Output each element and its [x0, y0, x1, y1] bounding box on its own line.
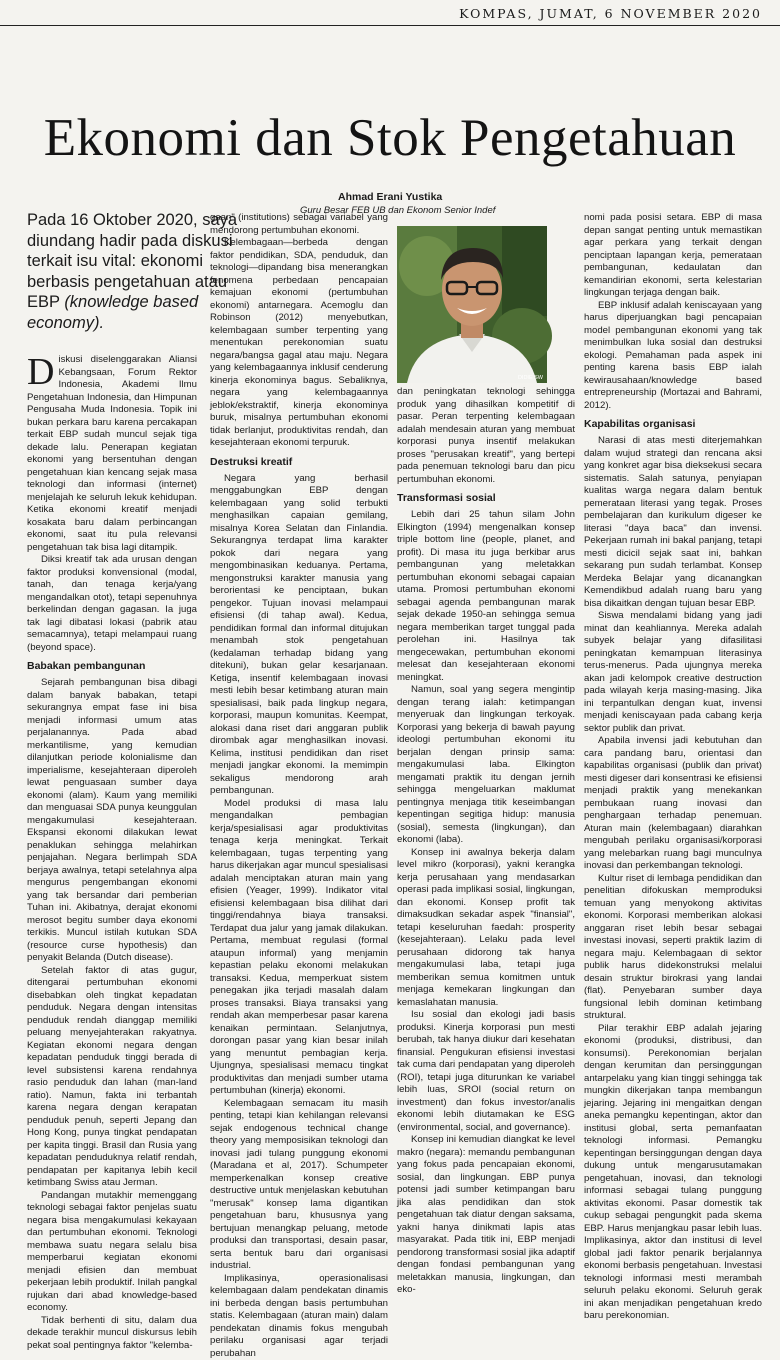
paragraph: Kelembagaan—berbeda dengan faktor pendidikan, SDA, penduduk, dan teknologi—dipandang bisa menerangkan fenomena perbedaan pencapaian kemajuan ekonomi (pertumbuhan ekonomi) antarnegara. Acemoglu dan Robinson (2012) menyebutkan, kelembagaan sumber terpenting yang menentukan perekonomian suatu negara/bangsa gagal atau maju. Negara yang kelembagaannya inklusif cenderung kinerja ekonominya bagus. Sebaliknya, negara yang kelembagaannya jeblok/ekstraktif, kinerja ekonominya buruk, misalnya pertumbuhan ekonomi tidak berlanjut, produktivitas rendah, dan kesejahteraan ekonomi terpuruk. — [210, 237, 388, 450]
lead-emphasis: (knowledge based economy). — [27, 293, 198, 332]
lead-text: Pada 16 Oktober 2020, saya diundang hadir pada diskusi terkait isu vital: ekonomi berbasis pengetahuan atau EBP — [27, 211, 237, 311]
section-heading: Destruksi kreatif — [210, 456, 388, 469]
article-column-3 — [397, 386, 575, 1200]
article-headline: Ekonomi dan Stok Pengetahuan — [0, 108, 780, 168]
paragraph: Isu sosial dan ekologi jadi basis produksi. Kinerja korporasi pun mesti berubah, tak hanya diukur dari kesehatan finansial. Pengukuran efisiensi investasi tak cuma dari pendapatan yang diperoleh (ROI), tetapi juga diturunkan ke variabel lebih luas, SROI (social return on investment) dan fokus investor/analis ekonomi lebih diutamakan ke ESG (environmental, social, and governance). — [397, 1009, 575, 1134]
author-name: Ahmad Erani Yustika — [300, 190, 770, 204]
paragraph: Sejarah pembangunan bisa dibagi dalam banyak babakan, tetapi sekurangnya empat fase ini bisa menjadi informasi umum atas perjalanannya. Pada abad merkantilisme, yang kemudian dilanjutkan periode kolonialisme dan imperialisme, kesejahteraan diperoleh lewat penguasaan sumber daya ekonomi (alam). Kaum yang memiliki dan menguasai SDA punya keunggulan mengakumulasi kesejahteraan. Ekspansi ekonomi dilakukan lewat penaklukan sehingga melahirkan penjajahan. Negara berlimpah SDA berjaya awalnya, tetapi setelahnya alpa mengurus pengembangan ekonomi yang tak bersandar dari pemberian Tuhan ini. Akibatnya, derajat ekonomi merosot begitu sumber daya ekonomi terkikis. Muncul istilah kutukan SDA (resource curse hypothesis) dan penyakit Belanda (Dutch disease). — [27, 677, 197, 965]
paragraph — [27, 354, 197, 554]
paragraph: Lebih dari 25 tahun silam John Elkington (1994) mengenalkan konsep triple bottom line (people, planet, and profit). Di masa itu juga berkibar arus pembangunan yang meletakkan pertumbuhan ekonomi sebagai capaian utama. Promosi pertumbuhan ekonomi sebagai agenda pembangunan marak sejak dekade 1950-an sehingga semua negara memberikan target tunggal pada perolehan ini. Hasilnya tak mengecewakan, pertumbuhan ekonomi melesat dan kesejahteraan ekonomi meningkat. — [397, 509, 575, 684]
paragraph: Setelah faktor di atas gugur, ditengarai pertumbuhan ekonomi disebabkan oleh tingkat kepadatan penduduk. Negara dengan intensitas penduduk rendah dianggap memiliki peluang menyejahterakan rakyatnya. Kegiatan ekonomi negara dengan kepadatan penduduk tinggi berada di level subsistensi karena rendahnya rasio penduduk dan lahan (man-land ratio). Namun, fakta ini terbantah karena negara dengan kerapatan penduduk penuh, seperti Jepang dan Hong Kong, punya tingkat pendapatan per kapita tinggi. Brasil dan Rusia yang kepadatan penduduknya relatif rendah, pendapatan per kapitanya lebih kecil ketimbang Swiss atau Jerman. — [27, 965, 197, 1190]
paragraph: Negara yang berhasil menggabungkan EBP dengan kelembagaan yang solid terbukti menghasilkan capaian gemilang, misalnya Korea Selatan dan Finlandia. Sekurangnya terdapat lima karakter pokok dari negara yang mengombinasikan keduanya. Pertama, mengonstruksi karakter manusia yang berorientasi ke penciptaan, bukan pengekor. Tujuan inovasi melampaui efisiensi (di tahap awal). Kedua, pendidikan formal dan informal ditujukan menambah stok pengetahuan (kedalaman terhadap bidang yang ditekuni), bukan gelar kesarjanaan. Ketiga, insentif kelembagaan inovasi mesti lebih besar ketimbang aturan main spesialisasi, baik pada lingkup negara, korporasi, maupun komunitas. Keempat, alokasi dana riset dari anggaran publik dirombak agar menghasilkan inovasi. Kelima, institusi pendidikan dan riset menjadi jangkar ekonomi. Ia memimpin sekaligus mendorong arah pembangunan. — [210, 473, 388, 798]
paragraph: Apabila invensi jadi kebutuhan dan cara pandang baru, orientasi dan kapabilitas organisasi (publik dan privat) mesti digeser dari konsentrasi ke efisiensi menjadi praktik yang menekankan pembukaan ruang inovasi dan penghargaan terhadap penemuan. Aturan main (kelembagaan) diarahkan mengubah perilaku organisasi/korporasi yang melebarkan ruang bagi munculnya inovasi dan perkembangan teknologi. — [584, 735, 762, 873]
section-heading: Babakan pembangunan — [27, 660, 197, 673]
article-column-1 — [27, 354, 197, 1200]
photo-credit: DIDIE SW — [518, 375, 543, 381]
section-heading: Transformasi sosial — [397, 492, 575, 505]
author-role: Guru Besar FEB UB dan Ekonom Senior Indef — [300, 204, 770, 218]
paragraph: Konsep ini kemudian diangkat ke level makro (negara): memandu pembangunan yang fokus pada pencapaian ekonomi, sosial, dan lingkungan. EBP punya potensi jadi sumber ketimpangan baru jika alas pendidikan dan stok pengetahuan tak diatur dengan saksama, yakni hanya dinikmati lapis atas masyarakat. Pada titik ini, EBP menjadi pendorong transformasi sosial jika adaptif dengan fondasi pembangunan yang meletakkan manusia, lingkungan, dan eko- — [397, 1134, 575, 1297]
paragraph: Kelembagaan semacam itu masih penting, tetapi kian kehilangan relevansi sejak endogenous technical change theory yang memposisikan teknologi dan inovasi jadi tulang punggung ekonomi (Maradana et al, 2017). Schumpeter memperkenalkan konsep creative destructive untuk menjelaskan kebutuhan "merusak" konsep lama digantikan pengetahuan baru, khususnya yang bertujuan menangkap peluang, metode produksi dan transportasi, desain pasar, serta bentuk baru dari organisasi industrial. — [210, 1098, 388, 1273]
paragraph: Narasi di atas mesti diterjemahkan dalam wujud strategi dan rencana aksi yang konkret agar bisa dieksekusi secara sistematis. Salah satunya, penyiapan kualitas warga negara dalam bentuk pemerataan literasi yang tegak. Proses pembelajaran dan kurikulum digeser ke literasi "daya baca" dan invensi. Pekerjaan rumah ini bakal panjang, tetapi mesti dicicil sejak saat ini, bahkan sekarang pun sudah terlambat. Konsep Merdeka Belajar yang dicanangkan Kemendikbud adalah ruang baru yang bisa dikaitkan dengan tujuan besar EBP. — [584, 435, 762, 610]
paragraph: EBP inklusif adalah keniscayaan yang harus diperjuangkan bagi pencapaian model pembangunan ekonomi yang tak menimbulkan luka sosial dan destruksi ekologi. Pemahaman pada aspek ini penting karena basis EBP ialah kewirausahaan/knowledge based entrepreneurship (Mortazai and Bahrami, 2012). — [584, 300, 762, 413]
paragraph: Pandangan mutakhir memenggang teknologi sebagai faktor penjelas suatu negara bisa mengakumulasi kekayaan dan pertumbuhan ekonomi. Teknologi membawa suatu negara selalu bisa memperbarui kegiatan ekonomi menjadi efisien dan membuat pekerjaan lebih produktif. Inilah pangkal rujukan dari abad knowledge-based economy. — [27, 1190, 197, 1315]
paragraph: dan peningkatan teknologi sehingga produk yang dihasilkan kompetitif di pasar. Peran terpenting kelembagaan adalah mendesain aturan yang membuat korporasi punya insentif melakukan proses "perusakan kreatif", yang bertepi pada penemuan teknologi baru dan picu pertumbuhan ekonomi. — [397, 386, 575, 486]
author-photo — [397, 226, 547, 383]
paragraph: Pilar terakhir EBP adalah jejaring ekonomi (produksi, distribusi, dan konsumsi). Perekonomian berjalan dengan kerumitan dan persinggungan antarpelaku yang kian tinggi sehingga tak mungkin dikerjakan tanpa membangun jejaring. Jejaring ini mengaitkan dengan aneka pemangku kepentingan, aktor dan institusi global, serta pemanfaatan teknologi informasi. Pemangku kepentingan bersinggungan dengan daya dukung untuk mengarusutamakan pengetahuan, inovasi, dan teknologi informasi sebagai tulang punggung aktivitas ekonomi. Pasar domestik tak cukup sebagai pengungkit pada skema EBP. Harus menjangkau pasar lebih luas. Implikasinya, aktor dan institusi di level global jadi faktor penarik berjalannya ekonomi berbasis pengetahuan. Investasi teknologi informasi mesti merambah seluruh pelaku ekonomi. Seluruh gerak ini akan menjadikan pengetahuan kredo baru perekonomian. — [584, 1023, 762, 1323]
paragraph: Kultur riset di lembaga pendidikan dan penelitian difokuskan memproduksi temuan yang menyokong aktivitas ekonomi. Korporasi memberikan alokasi anggaran riset lebih besar sebagai investasi inovasi, seperti praktik lazim di negara maju. Kelembagaan di sektor publik harus didekonstruksi melalui desain struktur birokrasi yang landai (flat). Penyebaran sumber daya fungsional lebih dominan ketimbang struktural. — [584, 873, 762, 1023]
paragraph: Tidak berhenti di situ, dalam dua dekade terakhir muncul diskursus lebih pekat soal pentingnya faktor "kelemba- — [27, 1315, 197, 1353]
article-column-4 — [584, 212, 762, 1200]
paragraph: Namun, soal yang segera mengintip dengan terang ialah: ketimpangan menyeruak dan lingkungan terkoyak. Korporasi yang bekerja di bawah payung ideologi pertumbuhan ekonomi itu berjalan dengan prinsip sama: mengakumulasi laba. Elkington mengamati praktik itu dengan jernih sehingga mengeluarkan maklumat pentingnya menjaga titik keseimbangan kepentingan segitiga hidup: manusia (sosial), semesta (lingkungan), dan ekonomi (laba). — [397, 684, 575, 847]
paragraph: Implikasinya, operasionalisasi kelembagaan dalam pendekatan dinamis ini berbeda dengan basis pertumbuhan statis. Kelembagaan (aturan main) dalam pendekatan dinamis fokus mengubah perilaku organisasi agar terjadi perubahan — [210, 1273, 388, 1360]
paragraph: gaan" (institutions) sebagai variabel yang mendorong pertumbuhan ekonomi. — [210, 212, 388, 237]
paragraph: nomi pada posisi setara. EBP di masa depan sangat penting untuk memastikan agar perkara yang terkait dengan penciptaan lapangan kerja, pemerataan pembangunan, kedaulatan dan kemandirian ekonomi, serta kelestarian lingkungan terjaga dengan baik. — [584, 212, 762, 300]
paragraph: Model produksi di masa lalu mengandalkan pembagian kerja/spesialisasi agar produktivitas tenaga kerja meningkat. Terkait kelembagaan, tugas terpenting yang harus dikerjakan agar muncul spesialisasi adalah menciptakan aturan main yang efisien (Yeager, 1999). Indikator vital efisiensi kelembagaan bisa dilihat dari tinggi/rendahnya biaya transaksi. Terdapat dua jalur yang jamak dilakukan. Pertama, membuat regulasi (formal ataupun informal) yang menjamin kepastian pelaku ekonomi melakukan transaksi. Kedua, memperkuat sistem penegakan jika terjadi masalah dalam proses transaksi. Biaya transaksi yang rendah akan memperbesar pasar karena kenaikan permintaan. Selanjutnya, dorongan pasar yang kian besar inilah yang menuntut pembagian kerja. Ujungnya, spesialisasi memacu tingkat produktivitas dan menjadi sumber utama pertumbuhan (kinerja) ekonomi. — [210, 798, 388, 1098]
paragraph: Diksi kreatif tak ada urusan dengan faktor produksi konvensional (modal, tanah, dan tenaga kerja/yang mengandalkan otot), tetapi sepenuhnya berkelindan dengan gagasan. Ia juga tak lagi dibatasi lokasi (pabrik atau semacamnya), tetapi melampaui ruang (beyond space). — [27, 554, 197, 654]
section-heading: Kapabilitas organisasi — [584, 418, 762, 431]
paragraph: Siswa mendalami bidang yang jadi minat dan keahliannya. Mereka adalah subyek belajar yang difasilitasi peningkatan kemampuan literasinya terus-menerus. Pada ujungnya mereka akan jadi kelompok creative destruction pada wilayah kerja masing-masing. Jika ini terpantulkan dengan kuat, invensi menjadi keniscayaan pada cabang kerja sektor publik dan privat. — [584, 610, 762, 735]
newspaper-masthead: KOMPAS, JUMAT, 6 NOVEMBER 2020 — [0, 6, 780, 26]
author-portrait-illustration — [397, 226, 547, 383]
paragraph: Konsep ini awalnya bekerja dalam level mikro (korporasi), yakni kerangka kerja perusahaan yang mendasarkan operasi pada implikasi sosial, lingkungan, dan ekonomi. Konsep profit tak dimaksudkan sekadar aspek "finansial", tetapi keseluruhan faedah: prosperity (kesejahteraan). Lelaku pada level perusahaan didorong tak hanya mengakumulasi laba, tetapi juga memberikan semua komitmen untuk menjaga kemekaran lingkungan dan kemaslahatan manusia. — [397, 847, 575, 1010]
article-column-2 — [210, 212, 388, 1200]
paragraph-text: iskusi diselenggarakan Aliansi Kebangsaan, Forum Rektor Indonesia, Akademi Ilmu Pengetahuan Indonesia, dan Himpunan Pengusaha Muda Indonesia. Topik ini bukan perkara baru karena percakapan terkait EBP sudah muncul sejak tiga dekade lalu. Penerapan kegiatan ekonomi yang bersentuhan dengan pengetahuan kian kencang sejak masa teknologi dan informasi (internet) menjelajah ke seluruh lekuk kehidupan. Ketika ekonomi kreatif menjadi kosakata baru dalam perbincangan ekonomi, saat itu pula relevansi pengetahuan tak bisa lagi ditampik. — [27, 354, 197, 553]
drop-cap: D — [27, 356, 58, 388]
